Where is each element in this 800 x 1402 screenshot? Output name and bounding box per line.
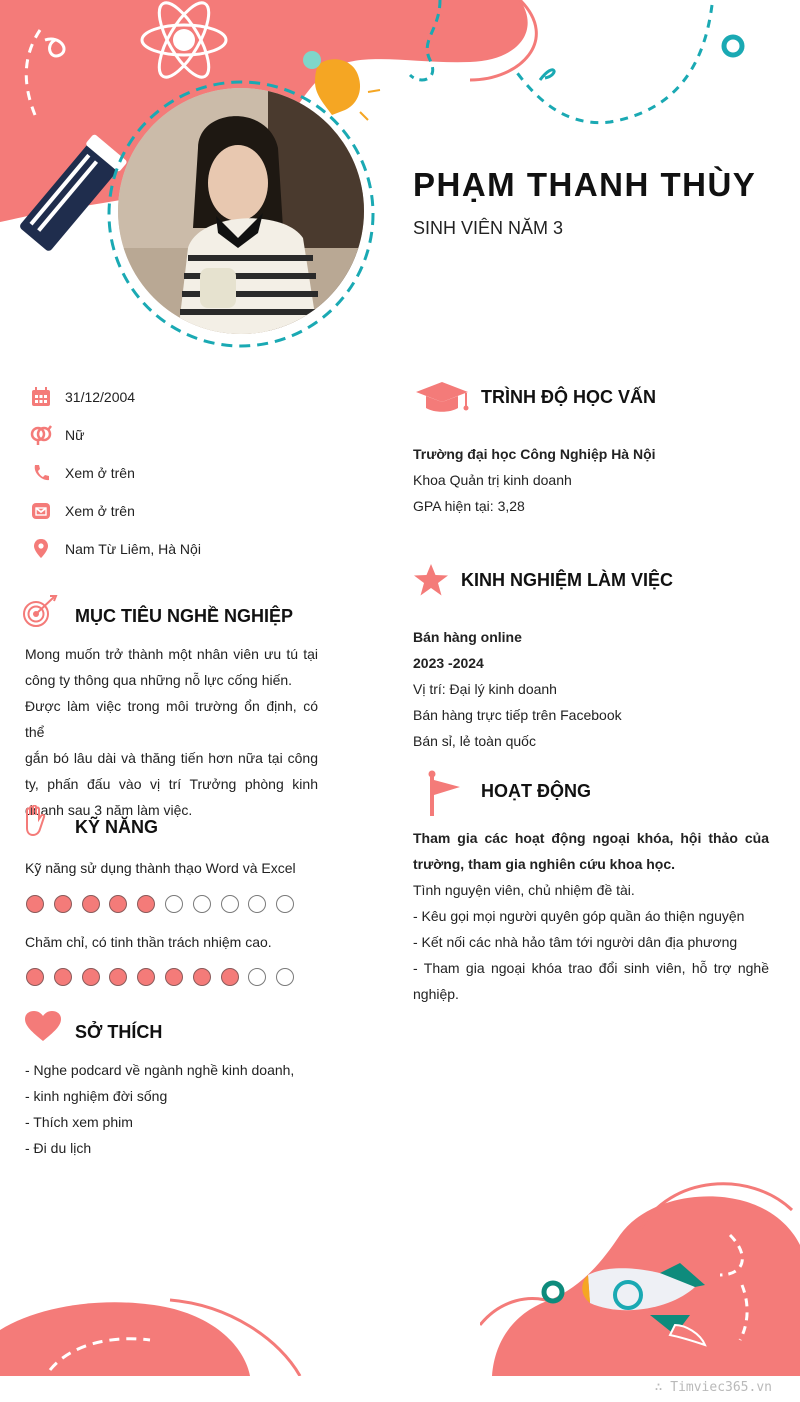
contact-birthdate	[30, 385, 360, 409]
objective-line: công ty thông qua những nỗ lực cống hiến.	[25, 672, 293, 688]
phone-icon	[30, 462, 52, 484]
rating-dot-filled	[109, 895, 127, 913]
activity-item: - Kêu gọi mọi người quyên góp quần áo thiện nguyện	[413, 908, 745, 924]
activity-item: nghiệp.	[413, 986, 459, 1002]
job-detail: Vị trí: Đại lý kinh doanh	[413, 681, 557, 697]
rating-dot-filled	[54, 895, 72, 913]
skill-label: Chăm chỉ, có tinh thần trách nhiệm cao.	[25, 934, 272, 950]
hobby-item: - kinh nghiệm đời sống	[25, 1088, 168, 1104]
rating-dot-filled	[137, 895, 155, 913]
email-icon	[30, 500, 52, 522]
gpa-text: GPA hiện tại: 3,28	[413, 498, 525, 514]
experience-body	[413, 624, 622, 754]
rating-dot-filled	[26, 968, 44, 986]
experience-title: KINH NGHIỆM LÀM VIỆC	[461, 570, 674, 590]
hobbies-title: SỞ THÍCH	[75, 1022, 163, 1042]
teal-ring-icon	[544, 1283, 562, 1301]
birthdate-text: 31/12/2004	[65, 389, 136, 405]
activity-item: Tình nguyện viên, chủ nhiệm đề tài.	[413, 882, 635, 898]
rating-dot-empty	[276, 895, 294, 913]
rating-dot-empty	[248, 968, 266, 986]
star-icon	[413, 563, 449, 602]
heart-icon	[24, 1010, 62, 1047]
skill-label: Kỹ năng sử dụng thành thạo Word và Excel	[25, 860, 296, 876]
graduation-cap-icon	[414, 380, 470, 419]
rating-dot-filled	[54, 968, 72, 986]
gender-icon	[30, 424, 52, 446]
skill-rating	[26, 895, 294, 913]
address-text: Nam Từ Liêm, Hà Nội	[65, 541, 201, 557]
hobby-item: - Đi du lịch	[25, 1140, 92, 1156]
rating-dot-filled	[26, 895, 44, 913]
job-period: 2023 -2024	[413, 655, 484, 671]
rating-dot-filled	[82, 968, 100, 986]
candidate-name: PHẠM THANH THÙY	[413, 166, 757, 203]
job-detail: Bán hàng trực tiếp trên Facebook	[413, 707, 622, 723]
faculty-name: Khoa Quản trị kinh doanh	[413, 472, 572, 488]
skills-title: KỸ NĂNG	[75, 817, 159, 837]
profile-photo	[118, 88, 364, 334]
rating-dot-empty	[276, 968, 294, 986]
footer-decoration-left	[0, 1290, 310, 1376]
email-text: Xem ở trên	[65, 503, 135, 519]
objective-line: Mong muốn trở thành một nhân viên ưu tú tại	[25, 646, 318, 662]
rating-dot-filled	[137, 968, 155, 986]
school-name: Trường đại học Công Nghiệp Hà Nội	[413, 446, 656, 462]
contact-address	[30, 537, 360, 561]
rating-dot-empty	[193, 895, 211, 913]
location-pin-icon	[30, 538, 52, 560]
rating-dot-filled	[165, 968, 183, 986]
watermark: ∴ Timviec365.vn	[654, 1380, 772, 1395]
objective-body	[25, 641, 318, 823]
activities-body	[413, 825, 769, 1007]
activities-title: HOẠT ĐỘNG	[481, 781, 591, 801]
objective-line: Được làm việc trong môi trường ổn định, có thể	[25, 698, 318, 740]
skill-rating	[26, 968, 294, 986]
contact-phone	[30, 461, 360, 485]
hand-icon	[23, 805, 49, 842]
education-body	[413, 441, 656, 519]
activity-heading: Tham gia các hoạt động ngoại khóa, hội thảo của	[413, 830, 769, 846]
rating-dot-empty	[165, 895, 183, 913]
rating-dot-empty	[248, 895, 266, 913]
hobby-item: - Thích xem phim	[25, 1114, 133, 1130]
rating-dot-filled	[193, 968, 211, 986]
hobby-item: - Nghe podcard về ngành nghề kinh doanh,	[25, 1062, 295, 1078]
rating-dot-empty	[221, 895, 239, 913]
job-title: Bán hàng online	[413, 629, 522, 645]
calendar-icon	[30, 386, 52, 408]
contact-email	[30, 499, 360, 523]
phone-text: Xem ở trên	[65, 465, 135, 481]
job-detail: Bán sỉ, lẻ toàn quốc	[413, 733, 536, 749]
education-title: TRÌNH ĐỘ HỌC VẤN	[481, 387, 656, 407]
teal-ring-icon	[724, 37, 742, 55]
footer-decoration-right	[480, 1175, 800, 1376]
gender-text: Nữ	[65, 427, 85, 443]
rating-dot-filled	[109, 968, 127, 986]
objective-title: MỤC TIÊU NGHỀ NGHIỆP	[75, 606, 294, 626]
activity-heading: trường, tham gia nghiên cứu khoa học.	[413, 856, 676, 872]
activity-item: - Tham gia ngoại khóa trao đổi sinh viên, hỗ trợ nghề	[413, 960, 769, 976]
lightbulb-icon	[303, 51, 380, 120]
rating-dot-filled	[82, 895, 100, 913]
hobbies-list	[25, 1057, 294, 1161]
objective-line: doanh sau 3 năm làm việc.	[25, 802, 193, 818]
contact-gender	[30, 423, 360, 447]
target-icon	[22, 594, 58, 635]
objective-line: ty, phấn đấu vào vị trí Trưởng phòng kinh	[25, 776, 318, 792]
candidate-role: SINH VIÊN NĂM 3	[413, 218, 564, 238]
activity-item: - Kết nối các nhà hảo tâm tới người dân địa phương	[413, 934, 738, 950]
rating-dot-filled	[221, 968, 239, 986]
flag-icon	[424, 770, 462, 823]
objective-line: gắn bó lâu dài và thăng tiến hơn nữa tại công	[25, 750, 318, 766]
